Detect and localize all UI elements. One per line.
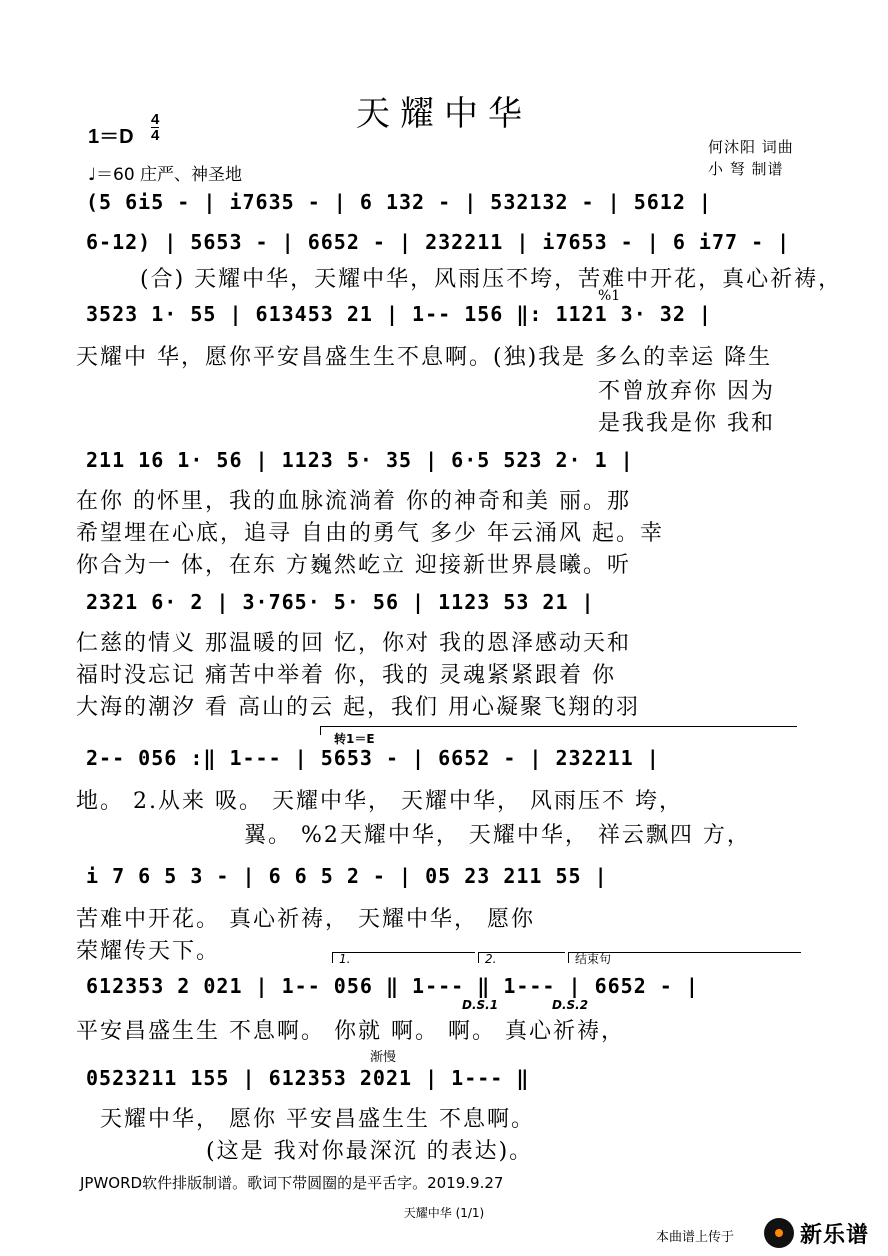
- lyric-line: 地。 2.从来 吸。 天耀中华， 天耀中华， 风雨压不 垮，: [76, 789, 683, 814]
- score-line-8: 612353 2 021 | 1-- 056 ‖ 1--- ‖ 1--- | 6652 - |: [86, 974, 699, 998]
- lyric-line: 苦难中开花。 真心祈祷， 天耀中华， 愿你: [76, 907, 535, 932]
- ds-2-marker: D.S.2: [552, 998, 589, 1012]
- lyric-line: (合) 天耀中华，天耀中华，风雨压不垮，苦难中开花，真心祈祷，: [140, 267, 843, 292]
- score-line-2: 6-12) | 5653 - | 6652 - | 232211 | i7653 - | 6 i77 - |: [86, 230, 791, 254]
- modulation-bracket: [320, 726, 797, 735]
- score-line-9: 0523211 155 | 612353 2021 | 1--- ‖: [86, 1066, 530, 1090]
- lyric-line: 仁慈的情义 那温暖的回 忆，你对 我的恩泽感动天和: [76, 631, 631, 656]
- lyric-line: 翼。 %2天耀中华， 天耀中华， 祥云飘四 方，: [244, 823, 751, 848]
- lyric-line: 是我我是你 我和: [598, 411, 775, 436]
- lyric-line: 荣耀传天下。: [76, 939, 221, 964]
- tempo-marking: ♩＝60 庄严、神圣地: [88, 165, 243, 185]
- lyric-line: 在你 的怀里，我的血脉流淌着 你的神奇和美 丽。那: [76, 489, 631, 514]
- score-line-6: 2-- 056 :‖ 1--- | 5653 - | 6652 - | 232211 |: [86, 746, 660, 770]
- brand-name: 新乐谱: [800, 1222, 870, 1248]
- score-line-4: 211 16 1· 56 | 1123 5· 35 | 6·5 523 2· 1 |: [86, 448, 634, 472]
- time-signature-bottom: 4: [151, 127, 160, 144]
- ds-1-marker: D.S.1: [462, 998, 499, 1012]
- lyric-line: 平安昌盛生生 不息啊。 你就 啊。 啊。 真心祈祷，: [76, 1019, 625, 1044]
- score-line-3: 3523 1· 55 | 613453 21 | 1-- 156 ‖: 1121 3· 32 |: [86, 302, 712, 326]
- footer-note: JPWORD软件排版制谱。歌词下带圆圈的是平舌字。2019.9.27: [80, 1174, 504, 1192]
- upload-text: 本曲谱上传于: [656, 1230, 735, 1245]
- lyric-line: 天耀中 华，愿你平安昌盛生生不息啊。(独)我是 多么的幸运 降生: [76, 345, 773, 370]
- record-disc-icon: [764, 1218, 794, 1248]
- lyric-line: 天耀中华， 愿你 平安昌盛生生 不息啊。: [100, 1107, 535, 1132]
- volta-2: 2.: [478, 952, 565, 963]
- ritardando-marking: 渐慢: [370, 1050, 397, 1065]
- key-signature: 1＝D: [88, 126, 134, 148]
- lyricist-credit: 何沐阳 词曲: [708, 138, 794, 156]
- lyric-line: 不曾放弃你 因为: [598, 379, 775, 404]
- ending-label: 结束句: [568, 952, 801, 963]
- lyric-line: 大海的潮汐 看 高山的云 起，我们 用心凝聚飞翔的羽: [76, 695, 640, 720]
- lyric-line: 希望埋在心底，追寻 自由的勇气 多少 年云涌风 起。幸: [76, 521, 664, 546]
- score-line-1: (5 6i5 - | i7635 - | 6 132 - | 532132 - | 5612 |: [86, 190, 712, 214]
- page-number: 天耀中华 (1/1): [403, 1206, 485, 1220]
- lyric-line: (这是 我对你最深沉 的表达)。: [206, 1139, 534, 1164]
- lyric-line: 福时没忘记 痛苦中举着 你，我的 灵魂紧紧跟着 你: [76, 663, 616, 688]
- arranger-credit: 小 弩 制谱: [708, 160, 784, 178]
- lyric-line: 你合为一 体，在东 方巍然屹立 迎接新世界晨曦。听: [76, 553, 631, 578]
- modulation-label: 转1＝E: [334, 732, 375, 746]
- score-line-7: i 7 6 5 3 - | 6 6 5 2 - | 05 23 211 55 |: [86, 864, 608, 888]
- time-signature-top: 4: [151, 111, 160, 128]
- segno-1: %1: [598, 288, 621, 304]
- brand-logo[interactable]: [764, 1216, 869, 1250]
- time-signature: [151, 112, 159, 143]
- volta-1: 1.: [332, 952, 475, 963]
- page-title: 天耀中华: [356, 94, 532, 134]
- score-line-5: 2321 6· 2 | 3·765· 5· 56 | 1123 53 21 |: [86, 590, 595, 614]
